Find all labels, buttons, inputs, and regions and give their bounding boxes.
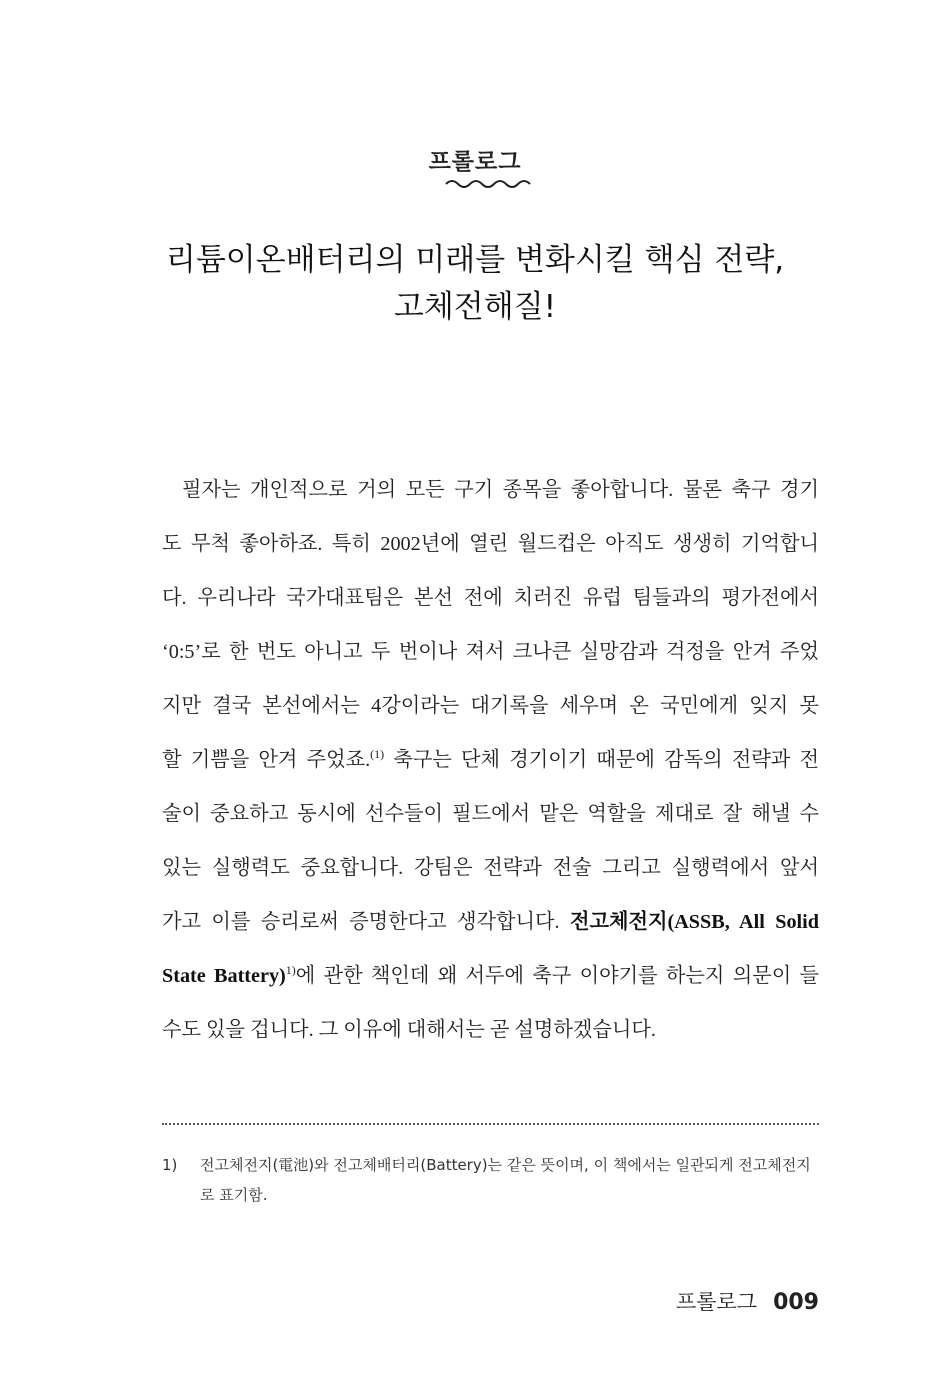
title-line-1: 리튬이온배터리의 미래를 변화시킬 핵심 전략, <box>165 242 785 278</box>
page-number: 009 <box>773 1290 819 1315</box>
body-line: 술이 중요하고 동시에 선수들이 필드에서 맡은 역할을 제대로 잘 해낼 수 <box>162 803 819 825</box>
body-line: ‘0:5’로 한 번도 아니고 두 번이나 져서 크나큰 실망감과 걱정을 안겨 주었 <box>162 641 819 663</box>
body-line: 지만 결국 본선에서는 4강이라는 대기록을 세우며 온 국민에게 잊지 못 <box>162 695 819 717</box>
footnote-ref: 1) <box>285 963 296 977</box>
body-text-segment: 축구는 단체 경기이기 때문에 감독의 전략과 전 <box>384 749 819 771</box>
body-line-with-ref <box>162 733 819 787</box>
body-line: 다. 우리나라 국가대표팀은 본선 전에 치러진 유럽 팀들과의 평가전에서 <box>162 587 819 609</box>
body-line-with-ref <box>162 949 819 1003</box>
body-text-segment: 할 기쁨을 안겨 주었죠. <box>162 749 371 771</box>
bold-term: 전고체전지(ASSB, All Solid <box>570 911 819 933</box>
footnote-number: 1) <box>162 1156 178 1174</box>
footnote-ref: (1) <box>370 747 385 761</box>
body-text-segment: 에 관한 책인데 왜 서두에 축구 이야기를 하는지 의문이 들 <box>295 965 820 987</box>
running-title: 프롤로그 <box>675 1290 758 1314</box>
body-line: 수도 있을 겁니다. 그 이유에 대해서는 곧 설명하겠습니다. <box>162 1019 656 1041</box>
title-line-2: 고체전해질! <box>393 289 557 325</box>
body-line: 도 무척 좋아하죠. 특히 2002년에 열린 월드컵은 아직도 생생히 기억합니 <box>162 533 819 555</box>
page-title <box>0 237 950 331</box>
body-paragraph <box>162 463 819 1057</box>
bold-term: State Battery) <box>162 965 286 987</box>
body-line: 있는 실행력도 중요합니다. 강팀은 전략과 전술 그리고 실행력에서 앞서 <box>162 857 819 879</box>
body-line: 필자는 개인적으로 거의 모든 구기 종목을 좋아합니다. 물론 축구 경기 <box>182 479 819 501</box>
footnote-divider <box>162 1123 819 1125</box>
body-line-with-bold <box>162 895 819 949</box>
footnote-text: 전고체전지(電池)와 전고체배터리(Battery)는 같은 뜻이며, 이 책에서는 일관되게 전고체전지로 표기함. <box>200 1156 811 1204</box>
footnote <box>162 1150 819 1210</box>
page-footer <box>676 1286 819 1316</box>
section-label: 프롤로그 <box>428 149 522 175</box>
body-text-segment: 가고 이를 승리로써 증명한다고 생각합니다. <box>162 911 570 933</box>
wave-divider <box>444 176 534 190</box>
